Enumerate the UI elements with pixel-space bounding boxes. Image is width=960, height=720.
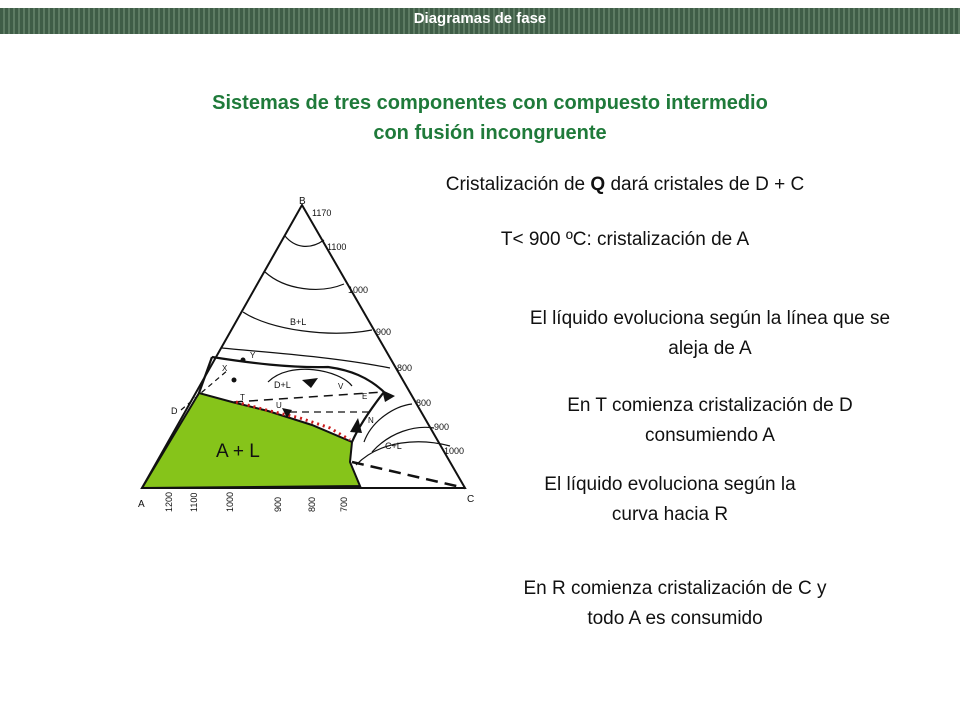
title-line-2: con fusión incongruente	[373, 122, 607, 144]
note-line: El líquido evoluciona según la	[544, 474, 796, 495]
note-text: Cristalización de	[445, 174, 591, 195]
tick-a-1100: 1100	[189, 492, 199, 512]
note-text: dará cristales de D + C	[605, 174, 805, 195]
vertex-c-label: C	[467, 494, 475, 505]
note-line: todo A es consumido	[587, 608, 763, 629]
isotherm-800-b	[222, 348, 390, 368]
vertex-a-label: A	[138, 499, 145, 510]
note-below-900: T< 900 ºC: cristalización de A	[500, 229, 750, 250]
tick-a-1200: 1200	[164, 491, 174, 512]
note-bold-q: Q	[590, 174, 606, 195]
region-d-l-label: D+L	[274, 380, 291, 390]
point-x-label: X	[222, 364, 228, 373]
arrow-d-boundary	[302, 378, 318, 388]
tick-a-700: 700	[339, 496, 349, 512]
note-line: curva hacia R	[611, 504, 729, 525]
tick-b-800: 800	[397, 363, 413, 373]
note-line: En R comienza cristalización de C y	[523, 578, 827, 599]
point-u-label: U	[276, 401, 282, 410]
tick-c-1000: 1000	[444, 446, 465, 456]
point-e-label: E	[362, 392, 368, 401]
tick-b-900: 900	[376, 327, 392, 337]
tick-b-1000: 1000	[348, 285, 369, 295]
note-line: consumiendo A	[645, 425, 775, 446]
point-x	[232, 378, 237, 383]
dashed-line-d-c	[352, 462, 465, 488]
title-line-1: Sistemas de tres componentes con compuesto intermedio	[212, 92, 768, 114]
point-n-label: N	[368, 416, 374, 425]
isotherm-900-b	[243, 312, 372, 333]
tick-b-1100: 1100	[327, 242, 347, 252]
boundary-d-a	[199, 357, 212, 393]
region-b-l-label: B+L	[290, 317, 307, 327]
arrow-v	[382, 390, 395, 402]
point-t-label: T	[240, 393, 245, 402]
tick-b-1170: 1170	[312, 208, 332, 218]
isotherm-c-lower	[356, 442, 450, 465]
note-line: En T comienza cristalización de D	[567, 395, 853, 416]
isotherm-1100-b	[285, 236, 324, 246]
note-line: aleja de A	[668, 338, 752, 359]
tick-c-900: 900	[434, 422, 450, 432]
tick-a-1000: 1000	[225, 491, 235, 512]
tick-a-900: 900	[273, 496, 283, 512]
region-a-l-label: A + L	[216, 441, 260, 462]
point-y	[241, 358, 246, 363]
isotherm-1000-b	[265, 272, 344, 289]
region-c-l-label: C+L	[385, 441, 402, 451]
tick-a-800: 800	[307, 496, 317, 512]
point-v-label: V	[338, 382, 344, 391]
header-title: Diagramas de fase	[413, 10, 547, 27]
vertex-b-label: B	[299, 196, 306, 207]
point-d-label: D	[171, 406, 178, 416]
point-y-label: Y	[250, 351, 256, 360]
note-line: El líquido evoluciona según la línea que se	[529, 308, 891, 329]
tick-c-800: 800	[416, 398, 432, 408]
